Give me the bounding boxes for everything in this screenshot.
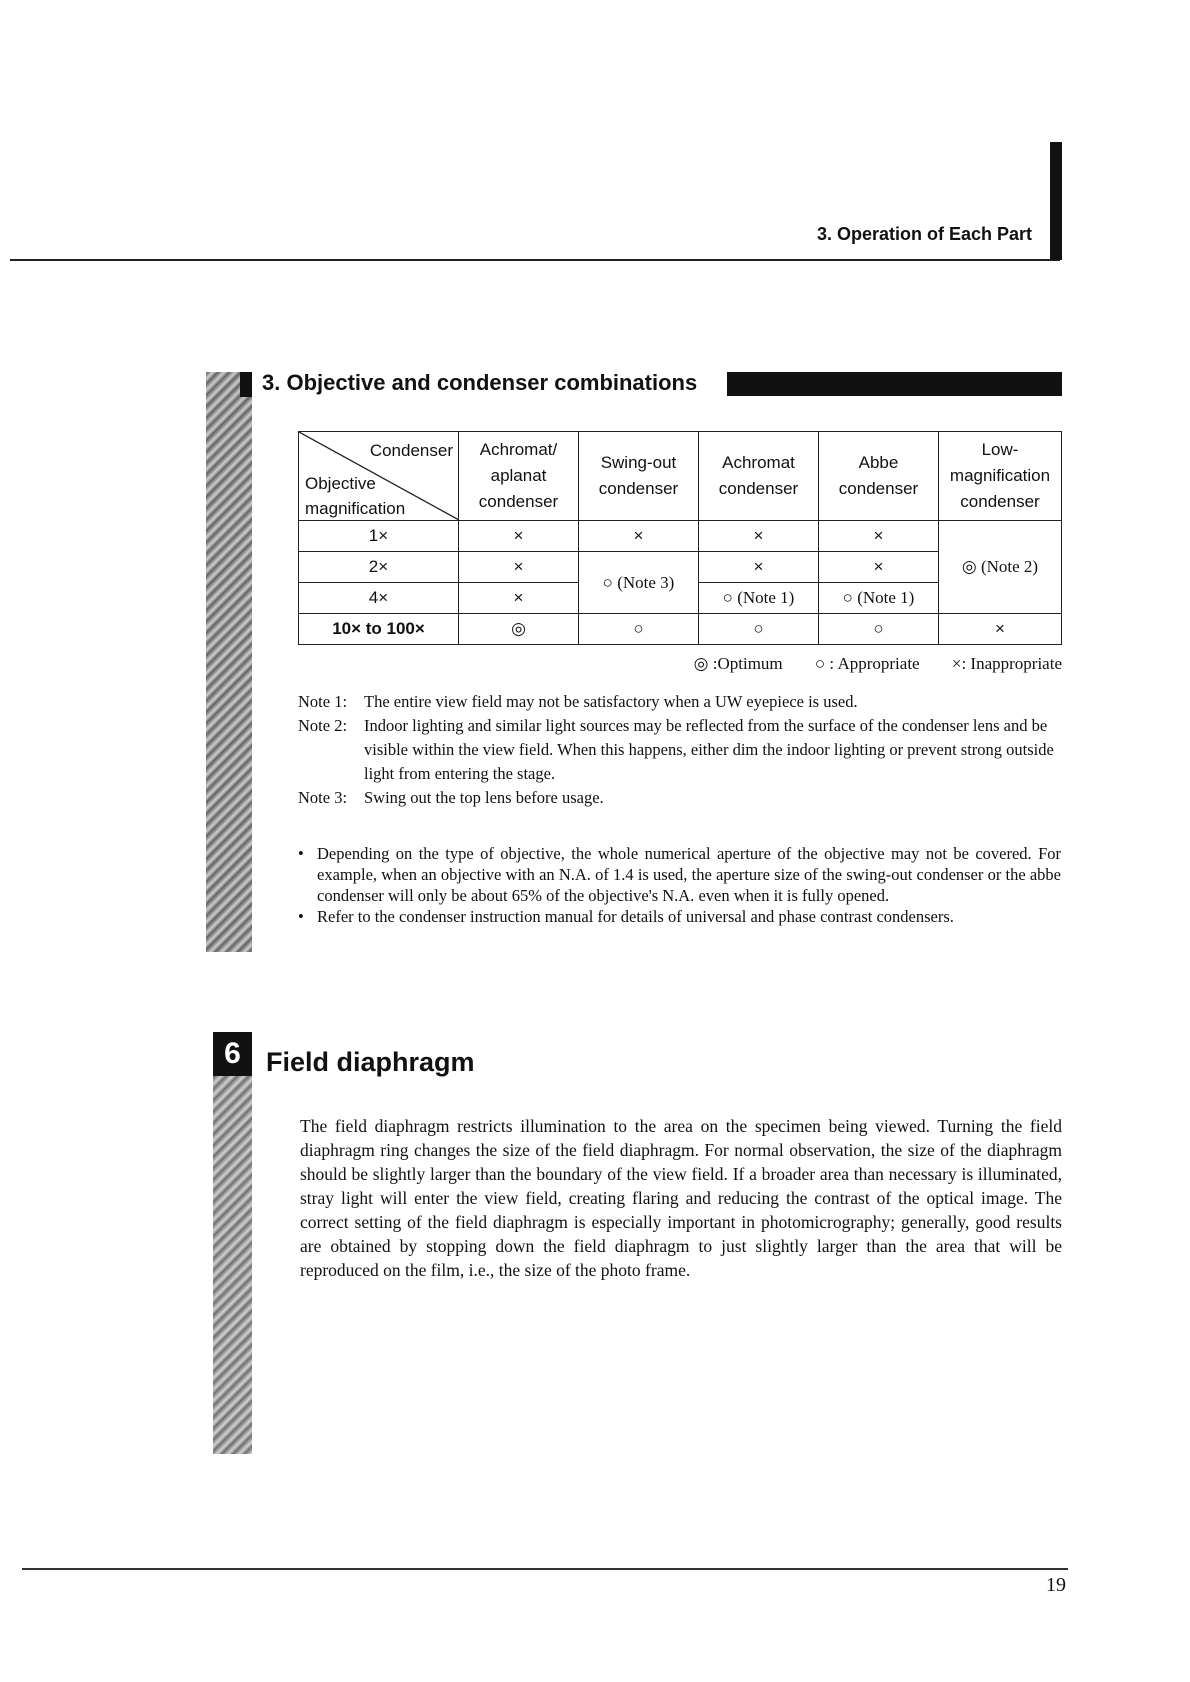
chapter-number-badge: 6	[213, 1032, 252, 1076]
note-text: Swing out the top lens before usage.	[364, 788, 604, 807]
bullet-list	[298, 843, 1061, 927]
notes-block	[298, 690, 1061, 810]
table-cell: ×	[819, 521, 939, 552]
page-number: 19	[1046, 1574, 1066, 1596]
row-mag: 2×	[299, 552, 459, 583]
table-cell: ○ (Note 1)	[699, 583, 819, 614]
table-cell: ×	[939, 614, 1062, 645]
footer-rule	[22, 1568, 1068, 1570]
note-label: Note 1:	[298, 692, 348, 711]
list-item: • Depending on the type of objective, the whole numerical aperture of the objective may not be covered. For example, when an objective with an N.A. of 1.4 is used, the aperture size of the swing-out condenser or the abbe condenser will only be about 65% of the objective's N.A. even when it is fully opened.	[298, 844, 1061, 905]
col-header-swing-out: Swing-out condenser	[579, 432, 699, 521]
table-cell: ×	[579, 521, 699, 552]
combination-table	[298, 431, 1062, 645]
chapter-side-stripe	[213, 1032, 252, 1454]
note-text: The entire view field may not be satisfactory when a UW eyepiece is used.	[364, 692, 858, 711]
row-mag: 10× to 100×	[299, 614, 459, 645]
table-cell: ×	[459, 583, 579, 614]
col-header-achromat: Achromat condenser	[699, 432, 819, 521]
table-cell: ×	[699, 521, 819, 552]
note-text: Indoor lighting and similar light sources may be reflected from the surface of the condenser lens and be visible within the view field. When this happens, either dim the indoor lighting or prevent strong outside light from entering the stage.	[364, 716, 1054, 783]
chapter-title: Field diaphragm	[266, 1047, 475, 1077]
col-header-achromat-aplanat: Achromat/ aplanat condenser	[459, 432, 579, 521]
section-marker	[240, 372, 252, 397]
table-cell: ×	[699, 552, 819, 583]
chapter-body-text: The field diaphragm restricts illumination to the area on the specimen being viewed. Turning the field diaphragm ring changes the size of the field diaphragm. For normal observation, the size of the diaphragm should be slightly larger than the boundary of the view field. If a broader area than necessary is illuminated, stray light will enter the view field, creating flaring and reducing the contrast of the optical image. The correct setting of the field diaphragm is especially important in photomicrography; generally, good results are obtained by stopping down the field diaphragm to just slightly larger than the area that will be reproduced on the film, i.e., the size of the photo frame.	[300, 1116, 1062, 1280]
table-legend	[666, 654, 1062, 674]
corner-label-objective: Objective	[305, 474, 376, 493]
table-cell: ○	[819, 614, 939, 645]
note-item	[298, 714, 1061, 786]
table-cell: ○	[579, 614, 699, 645]
table-cell: ×	[819, 552, 939, 583]
legend-appropriate: ○ : Appropriate	[814, 654, 920, 673]
legend-inappropriate: ×: Inappropriate	[951, 654, 1062, 673]
col-header-abbe: Abbe condenser	[819, 432, 939, 521]
table-cell: ○	[699, 614, 819, 645]
row-mag: 4×	[299, 583, 459, 614]
header-tab-bar	[1050, 142, 1062, 260]
table-cell: ×	[459, 552, 579, 583]
section-side-stripe	[206, 372, 252, 952]
col-header-low-magnification: Low- magnification condenser	[939, 432, 1062, 521]
note-label: Note 3:	[298, 788, 348, 807]
table-cell: ◎	[459, 614, 579, 645]
header-rule	[10, 259, 1060, 261]
table-cell: ×	[459, 521, 579, 552]
low-mag-merged-cell: ◎ (Note 2)	[939, 521, 1062, 614]
note-item	[298, 690, 1061, 714]
table-header-row	[299, 432, 1062, 521]
table-row	[299, 614, 1062, 645]
legend-optimum: ◎ :Optimum	[693, 654, 783, 673]
table-corner-cell	[299, 432, 459, 521]
row-mag: 1×	[299, 521, 459, 552]
section-title-bar	[727, 372, 1062, 396]
list-item: • Refer to the condenser instruction manual for details of universal and phase contrast condensers.	[298, 907, 954, 926]
table-row	[299, 521, 1062, 552]
note-label: Note 2:	[298, 716, 348, 735]
running-header-title: 3. Operation of Each Part	[816, 224, 1032, 244]
corner-label-magnification: magnification	[305, 499, 406, 518]
table-cell: ○ (Note 1)	[819, 583, 939, 614]
swing-out-merged-cell: ○ (Note 3)	[579, 552, 699, 614]
section-title: 3. Objective and condenser combinations	[262, 370, 698, 395]
note-item	[298, 786, 1061, 810]
corner-label-condenser: Condenser	[369, 441, 453, 460]
